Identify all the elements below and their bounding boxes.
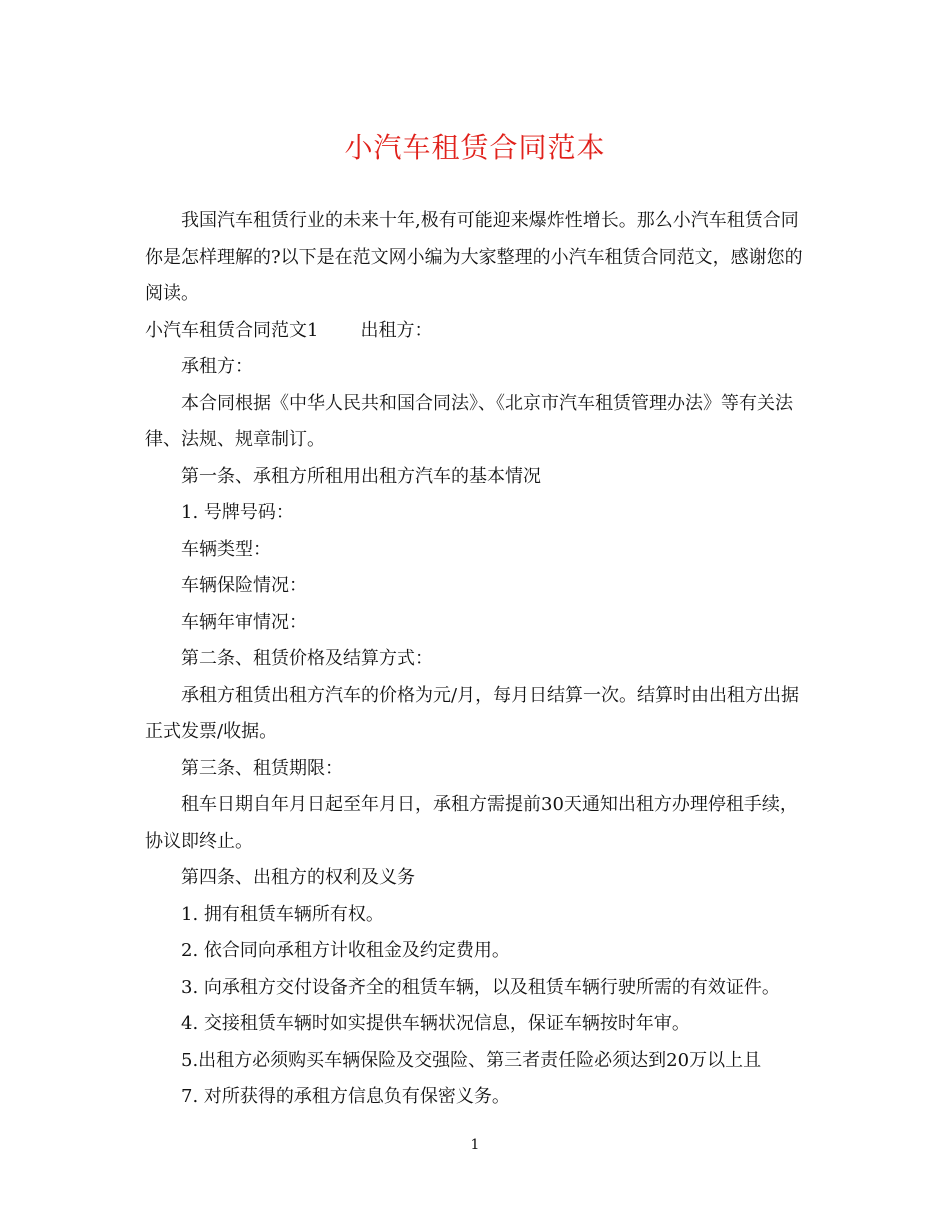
article-2-title: 第二条、租赁价格及结算方式：: [181, 648, 433, 669]
article-4-item: 5.出租方必须购买车辆保险及交强险、第三者责任险必须达到20万以上且: [181, 1049, 762, 1071]
lessee-label: 承租方：: [181, 356, 253, 377]
article-1-item: 车辆类型：: [181, 538, 271, 560]
article-1-item: 车辆保险情况：: [181, 575, 307, 596]
intro-paragraph: 我国汽车租赁行业的未来十年,极有可能迎来爆炸性增长。那么小汽车租赁合同你是怎样理解的?以下是在范文网小编为大家整理的小汽车租赁合同范文，感谢您的阅读。: [145, 210, 803, 304]
basis-paragraph: 本合同根据《中华人民共和国合同法》、《北京市汽车租赁管理办法》等有关法律、法规、规章制订。: [145, 392, 793, 450]
article-1-item: 车辆年审情况：: [181, 611, 307, 633]
article-1-item: 1. 号牌号码：: [181, 502, 294, 523]
page-number: 1: [470, 1137, 480, 1153]
article-4-item: 7. 对所获得的承租方信息负有保密义务。: [181, 1086, 510, 1107]
article-4-item: 2. 依合同向承租方计收租金及约定费用。: [181, 940, 510, 961]
document-body: [145, 203, 809, 1116]
article-3-title: 第三条、租赁期限：: [181, 757, 343, 779]
article-1-title: 第一条、承租方所租用出租方汽车的基本情况: [181, 465, 541, 487]
article-4-item: 3. 向承租方交付设备齐全的租赁车辆，以及租赁车辆行驶所需的有效证件。: [181, 976, 780, 998]
article-4-title: 第四条、出租方的权利及义务: [181, 867, 415, 888]
article-4-item: 4. 交接租赁车辆时如实提供车辆状况信息，保证车辆按时年审。: [181, 1013, 690, 1034]
sample-heading-line: [145, 313, 809, 350]
sample-heading: 小汽车租赁合同范文1: [145, 319, 319, 341]
article-3-text: 租车日期自年月日起至年月日，承租方需提前30天通知出租方办理停租手续，协议即终止。: [145, 794, 798, 852]
article-2-text: 承租方租赁出租方汽车的价格为元/月，每月日结算一次。结算时由出租方出据正式发票/收据。: [145, 684, 800, 742]
document-title: 小汽车租赁合同范本: [344, 131, 606, 164]
lessor-label: 出租方：: [360, 319, 433, 341]
article-4-item: 1. 拥有租赁车辆所有权。: [181, 903, 384, 925]
